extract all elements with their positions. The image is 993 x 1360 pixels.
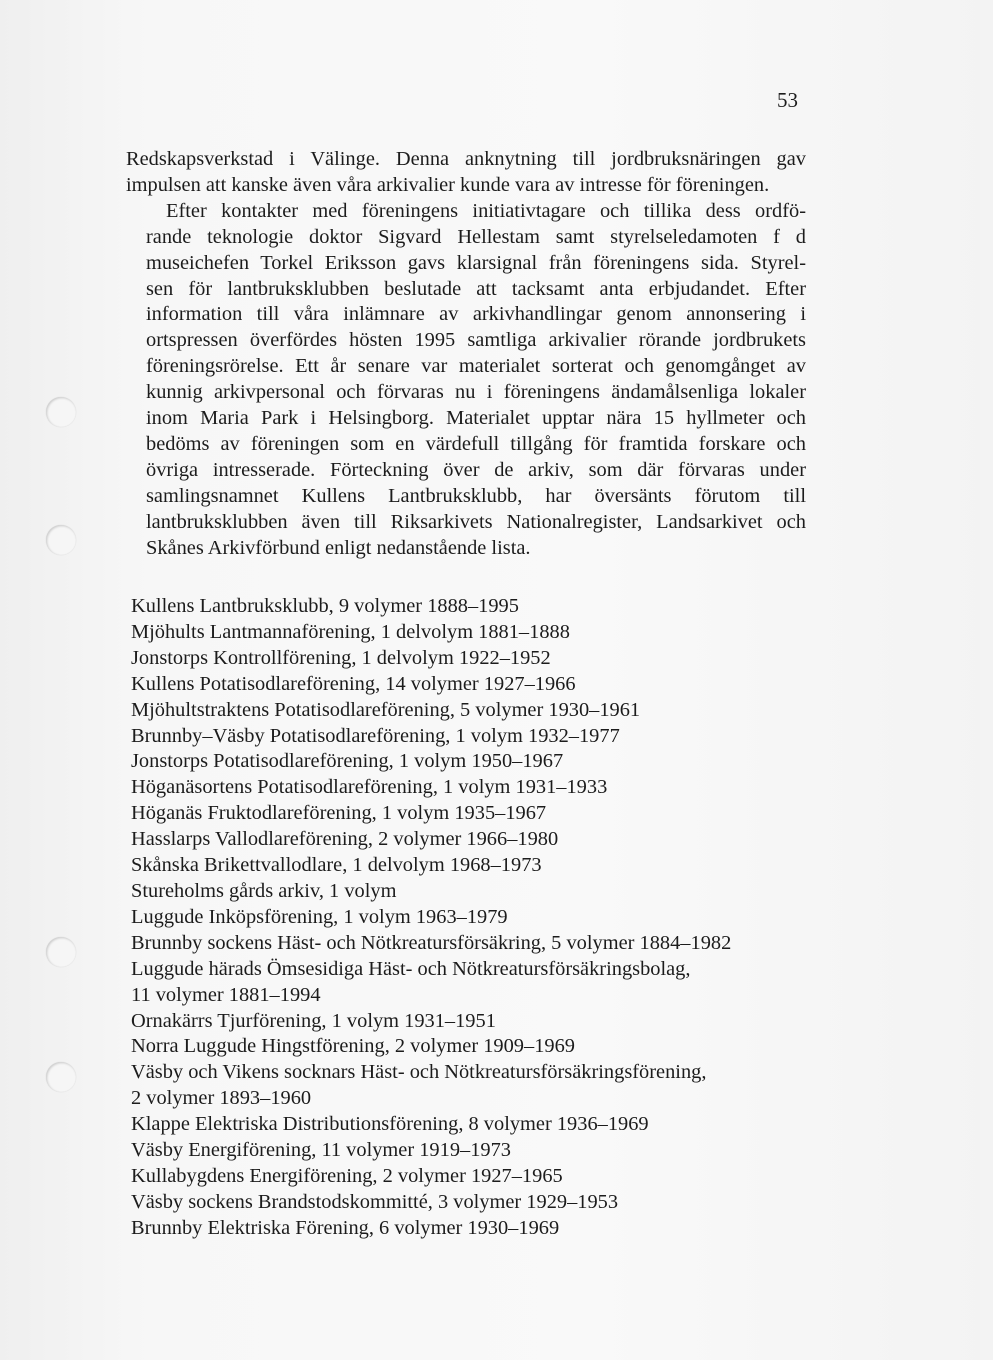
text-line: rande teknologie doktor Sigvard Hellestam samt styrelseledamoten f d [146,225,806,248]
list-item: Hasslarps Vallodlareförening, 2 volymer 1966–1980 [131,828,559,851]
list-item: Kullabygdens Energiförening, 2 volymer 1927–1965 [131,1164,563,1187]
text-line: Efter kontakter med föreningens initiativtagare och tillika dess ordfö- [166,199,806,222]
text-line: Redskapsverkstad i Välinge. Denna anknytning till jordbruksnäringen gav [126,148,806,170]
text-line: sen för lantbruksklubben beslutade att tacksamt anta erbjudandet. Efter [146,277,806,300]
list-item: Stureholms gårds arkiv, 1 volym [131,879,397,902]
list-item: Höganäsortens Potatisodlareförening, 1 volym 1931–1933 [131,776,608,799]
text-line: föreningsrörelse. Ett år senare var materialet sorterat och genomgånget av [146,355,806,378]
list-item: Väsby och Vikens socknars Häst- och Nötkreatursförsäkringsförening, [131,1061,707,1084]
text-line: impulsen att kanske även våra arkivalier kunde vara av intresse för föreningen. [126,173,770,196]
list-item: Skånska Brikettvallodlare, 1 delvolym 1968–1973 [131,854,542,877]
paragraph-intro [126,147,806,199]
list-item: Brunnby sockens Häst- och Nötkreatursförsäkring, 5 volymer 1884–1982 [131,931,732,954]
list-item: Jonstorps Potatisodlareförening, 1 volym 1950–1967 [131,750,564,773]
text-line: kunnig arkivpersonal och förvaras nu i föreningens ändamålsenliga lokaler [146,381,806,404]
paragraph-main [126,199,806,562]
list-item: Norra Luggude Hingstförening, 2 volymer 1909–1969 [131,1035,575,1058]
text-line: ortspressen överfördes hösten 1995 samtliga arkivalier rörande jordbrukets [146,329,806,352]
list-item: Mjöhults Lantmannaförening, 1 delvolym 1881–1888 [131,620,570,643]
text-line: Skånes Arkivförbund enligt nedanstående lista. [146,536,531,559]
punch-hole [46,397,76,427]
list-item: Brunnby Elektriska Förening, 6 volymer 1930–1969 [131,1216,560,1239]
list-item: 2 volymer 1893–1960 [131,1087,312,1110]
text-line: information till våra inlämnare av arkivhandlingar genom annonsering i [146,303,806,326]
list-item: Ornakärrs Tjurförening, 1 volym 1931–1951 [131,1009,496,1032]
punch-hole [46,1062,76,1092]
text-line: övriga intresserade. Förteckning över de arkiv, som där förvaras under [146,458,806,481]
text-line: inom Maria Park i Helsingborg. Materialet upptar nära 15 hyllmeter och [146,407,806,430]
list-item: Luggude härads Ömsesidiga Häst- och Nötkreatursförsäkringsbolag, [131,957,691,980]
text-line: museichefen Torkel Eriksson gavs klarsignal från föreningens sida. Styrel- [146,251,806,274]
list-item: Höganäs Fruktodlareförening, 1 volym 1935–1967 [131,802,547,825]
text-line: lantbruksklubben även till Riksarkivets Nationalregister, Landsarkivet och [146,510,806,533]
body-text [126,147,806,562]
list-item: Luggude Inköpsförening, 1 volym 1963–1979 [131,905,508,928]
list-item: Väsby sockens Brandstodskommitté, 3 volymer 1929–1953 [131,1190,619,1213]
page-number: 53 [777,88,798,112]
text-line: samlingsnamnet Kullens Lantbruksklubb, har översänts förutom till [146,484,806,507]
list-item: Mjöhultstraktens Potatisodlareförening, 5 volymer 1930–1961 [131,698,641,721]
list-item: Brunnby–Väsby Potatisodlareförening, 1 volym 1932–1977 [131,724,620,747]
list-item: 11 volymer 1881–1994 [131,983,321,1006]
archive-list [131,594,821,1242]
list-item: Kullens Lantbruksklubb, 9 volymer 1888–1995 [131,595,519,617]
list-item: Jonstorps Kontrollförening, 1 delvolym 1922–1952 [131,646,551,669]
punch-hole [46,525,76,555]
list-item: Väsby Energiförening, 11 volymer 1919–1973 [131,1139,511,1162]
text-line: bedöms av föreningen som en värdefull tillgång för framtida forskare och [146,432,806,455]
punch-hole [46,937,76,967]
list-item: Klappe Elektriska Distributionsförening, 8 volymer 1936–1969 [131,1113,649,1136]
list-item: Kullens Potatisodlareförening, 14 volymer 1927–1966 [131,672,576,695]
